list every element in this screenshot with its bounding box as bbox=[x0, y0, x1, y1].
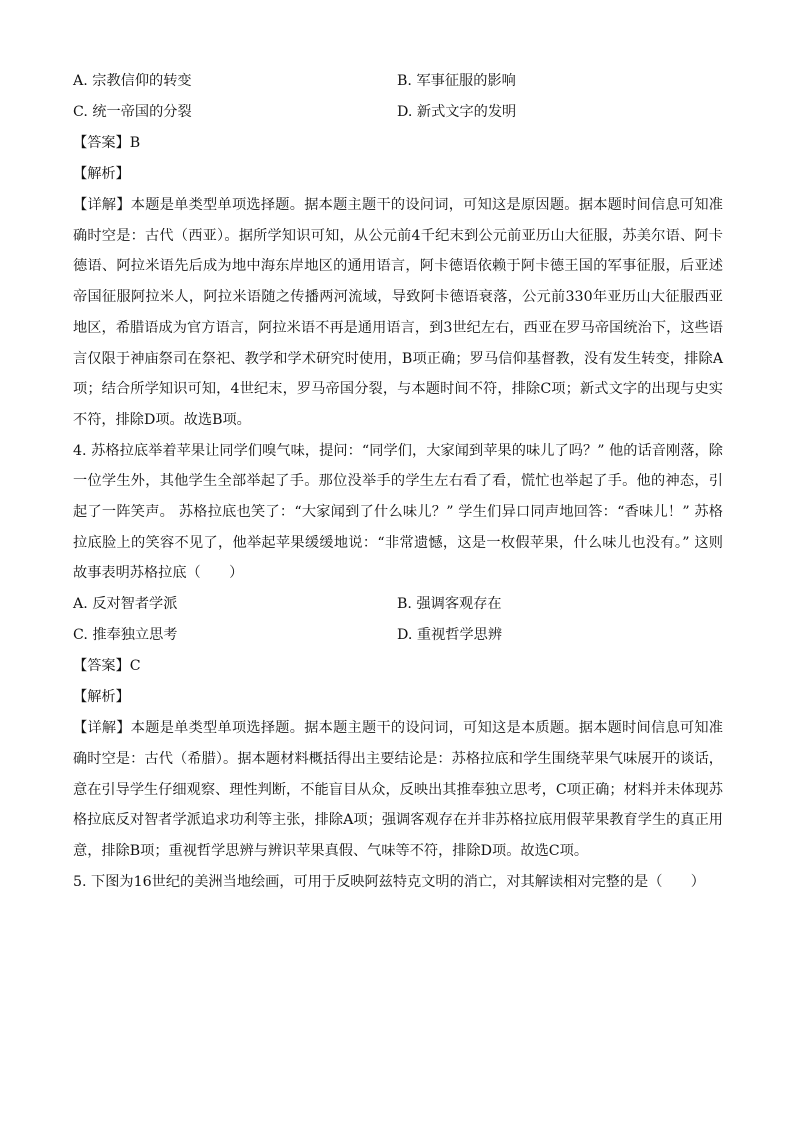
document-page bbox=[73, 66, 723, 897]
q4-stem-text: 4. 苏格拉底举着苹果让同学们嗅气味，提问：“同学们，大家闻到苹果的味儿了吗？” 他的话音刚落，除一位学生外，其他学生全部举起了手。那位没举手的学生左右看了看，慌忙也举起了手。他的神态，引起了一阵笑声。 苏格拉底也笑了：“大家闻到了什么味儿？” 学生们异口同声地回答：“香味儿！” 苏格拉底脸上的笑容不见了，他举起苹果缓缓地说：“非常遗憾，这是一枚假苹果，什么味儿也没有。” 这则故事表明苏格拉底（ ） bbox=[73, 442, 723, 582]
q4-analysis-label: 【解析】 bbox=[73, 689, 130, 706]
q4-option-c: C. 推奉独立思考 bbox=[73, 627, 178, 644]
q4-options-row-2 bbox=[73, 620, 723, 651]
q4-stem bbox=[73, 436, 723, 590]
q3-options-row-1 bbox=[73, 66, 723, 97]
q3-option-d: D. 新式文字的发明 bbox=[397, 104, 517, 120]
q5-stem-text: 5. 下图为16世纪的美洲当地绘画，可用于反映阿兹特克文明的消亡，对其解读相对完整的是（ ） bbox=[73, 873, 705, 890]
q4-detail-text: 【详解】本题是单类型单项选择题。据本题主题干的设问词，可知这是本质题。据本题时间信息可知准确时空是：古代（希腊）。据本题材料概括得出主要结论是：苏格拉底和学生围绕苹果气味展开的谈话，意在引导学生仔细观察、理性判断，不能盲目从众，反映出其推奉独立思考，C项正确；材料并未体现苏格拉底反对智者学派追求功利等主张，排除A项；强调客观存在并非苏格拉底用假苹果教育学生的真正用意，排除B项；重视哲学思辨与辨识苹果真假、气味等不符，排除D项。故选C项。 bbox=[73, 720, 723, 859]
q3-option-b: B. 军事征服的影响 bbox=[397, 73, 516, 89]
q4-answer: 【答案】C bbox=[73, 658, 141, 675]
q3-answer: 【答案】B bbox=[73, 135, 141, 151]
q4-option-d: D. 重视哲学思辨 bbox=[397, 627, 503, 644]
q3-options-row-2 bbox=[73, 97, 723, 128]
q3-detail bbox=[73, 190, 723, 436]
q3-option-a: A. 宗教信仰的转变 bbox=[73, 73, 192, 89]
q4-option-a: A. 反对智者学派 bbox=[73, 596, 178, 613]
q4-options-row-1 bbox=[73, 589, 723, 620]
q3-analysis-label: 【解析】 bbox=[73, 166, 130, 182]
q4-detail bbox=[73, 713, 723, 867]
q3-detail-text: 【详解】本题是单类型单项选择题。据本题主题干的设问词，可知这是原因题。据本题时间信息可知准确时空是：古代（西亚）。据所学知识可知，从公元前4千纪末到公元前亚历山大征服，苏美尔语、阿卡德语、阿拉米语先后成为地中海东岸地区的通用语言，阿卡德语依赖于阿卡德王国的军事征服，后亚述帝国征服阿拉米人，阿拉米语随之传播两河流域，导致阿卡德语衰落，公元前330年亚历山大征服西亚地区，希腊语成为官方语言，阿拉米语不再是通用语言，到3世纪左右，西亚在罗马帝国统治下，这些语言仅限于神庙祭司在祭祀、教学和学术研究时使用，B项正确；罗马信仰基督教，没有发生转变，排除A项；结合所学知识可知，4世纪末，罗马帝国分裂，与本题时间不符，排除C项；新式文字的出现与史实不符，排除D项。故选B项。 bbox=[73, 197, 723, 428]
q5-stem bbox=[73, 867, 723, 898]
q4-option-b: B. 强调客观存在 bbox=[397, 596, 502, 613]
q3-option-c: C. 统一帝国的分裂 bbox=[73, 104, 192, 120]
